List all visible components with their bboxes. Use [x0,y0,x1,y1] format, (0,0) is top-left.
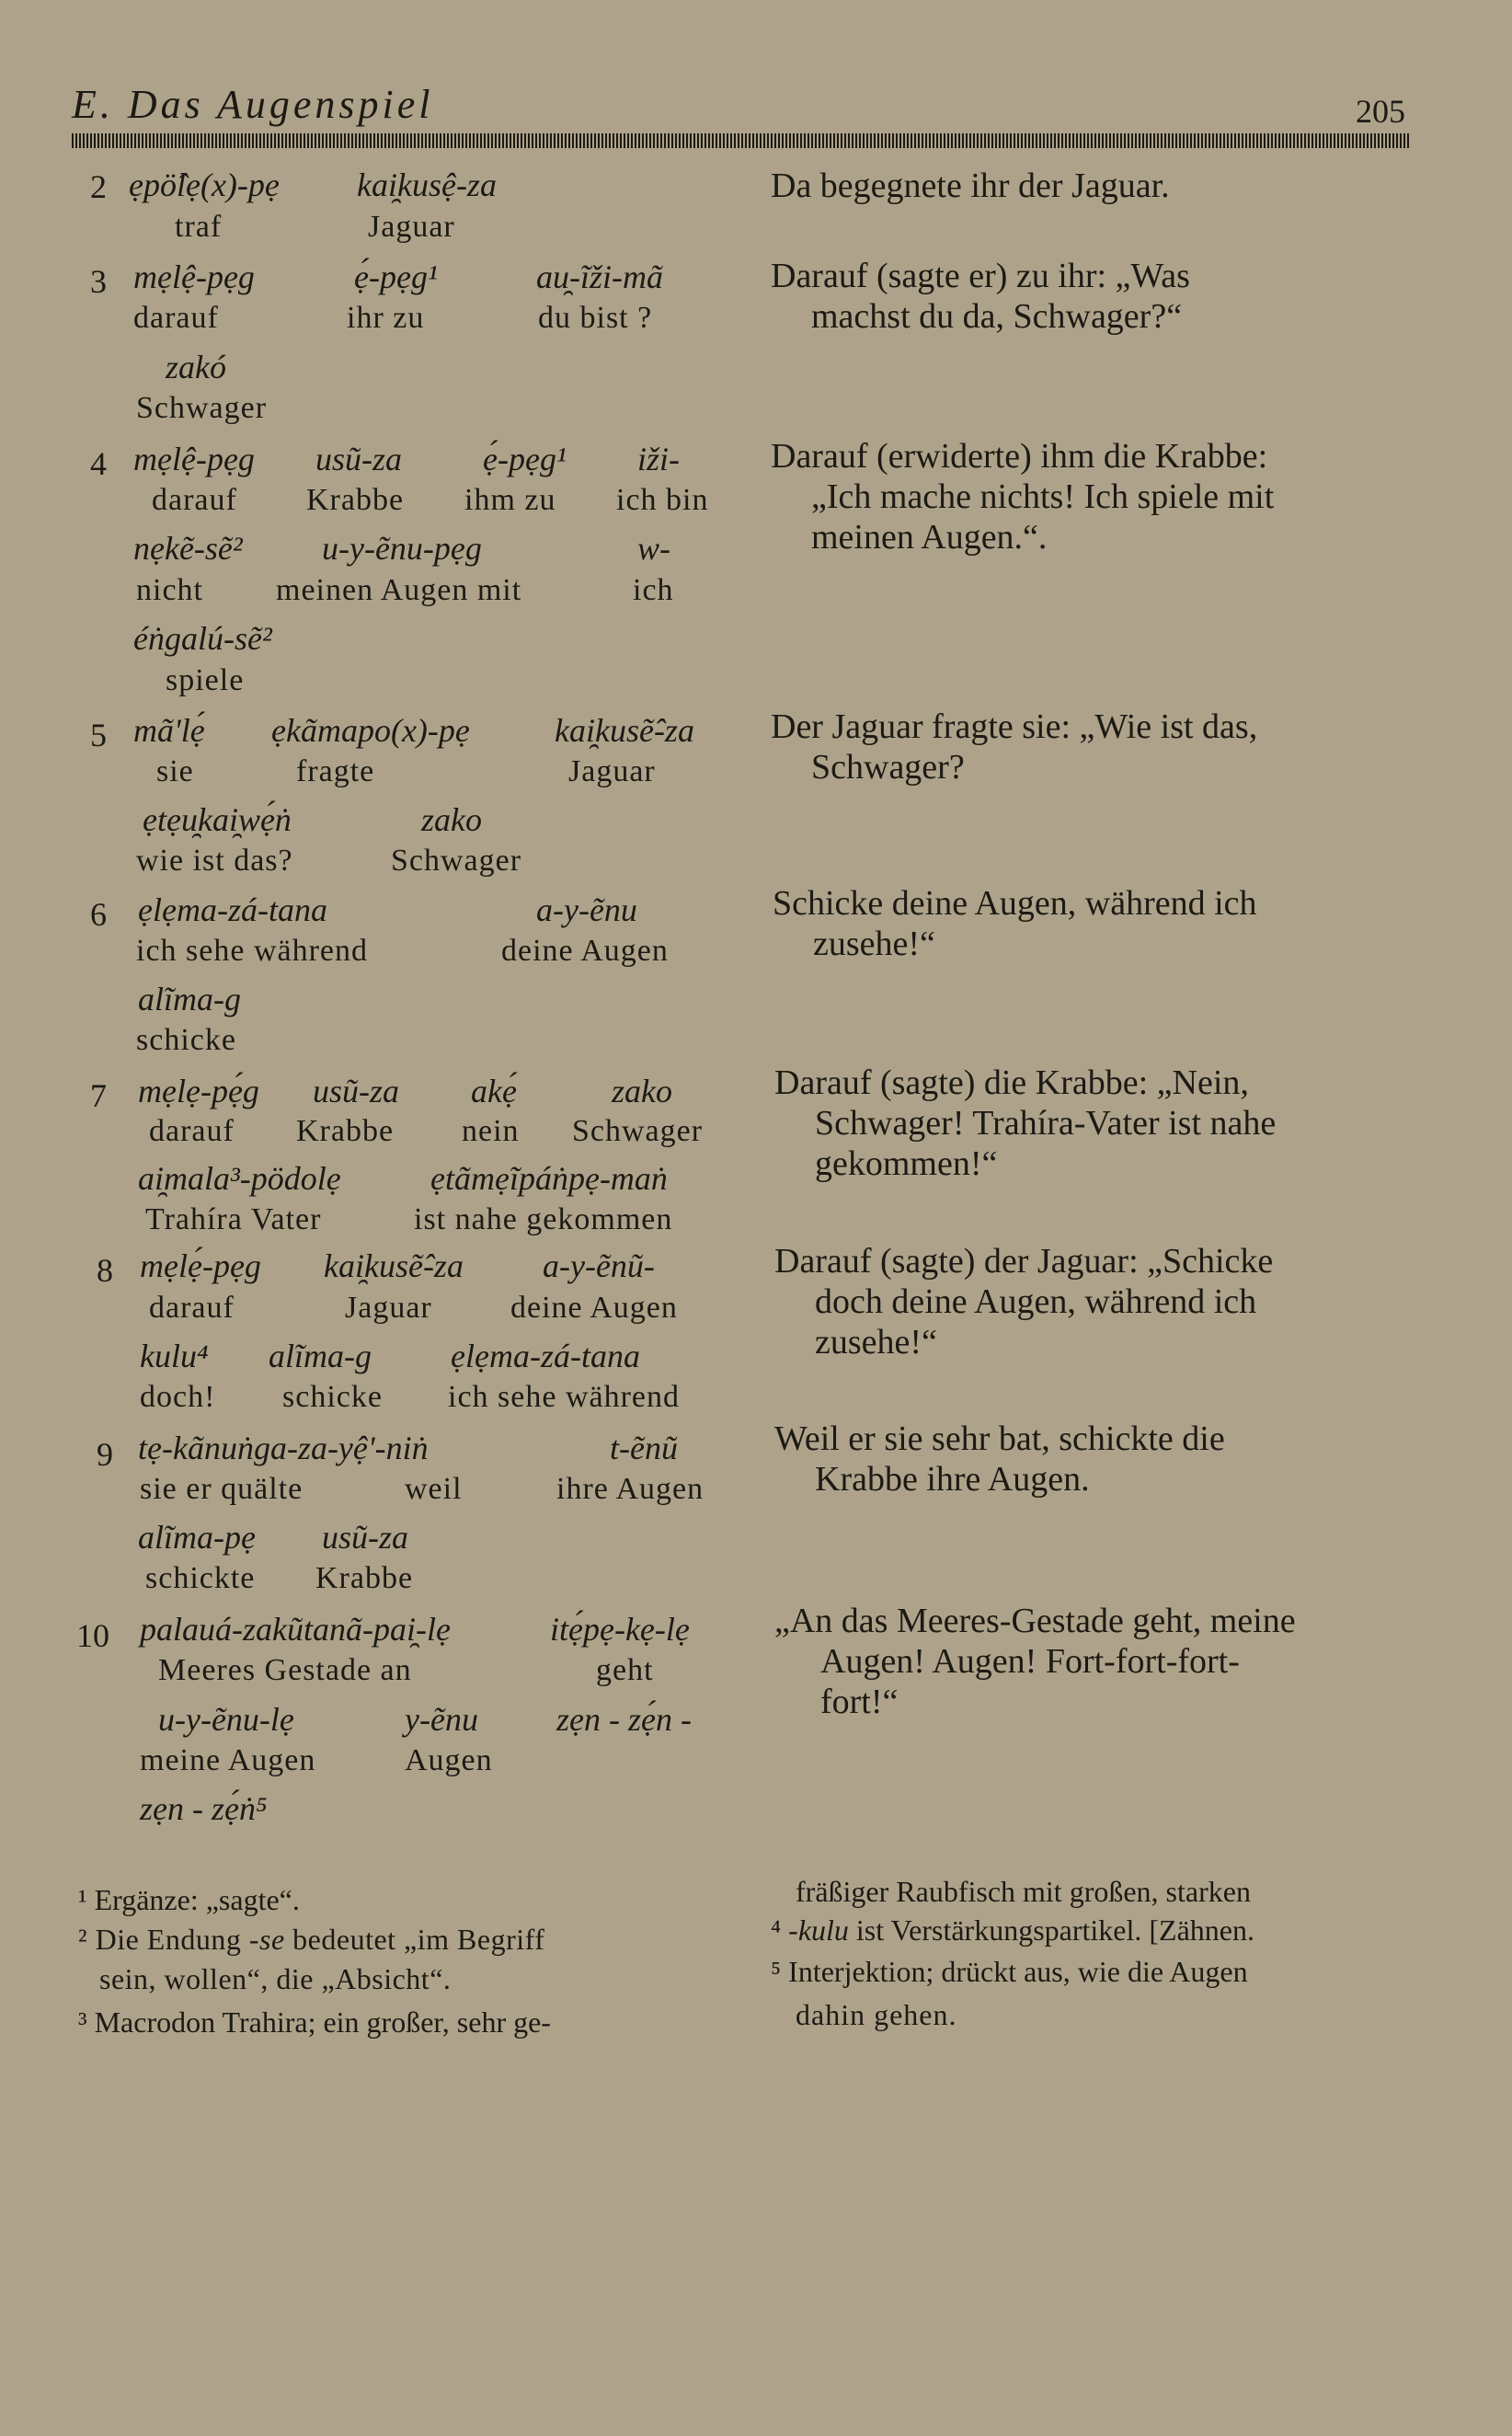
gloss-word: darauf [149,1114,235,1148]
gloss-word: geht [596,1653,654,1687]
line-number: 2 [90,168,107,205]
gloss-word: ihre Augen [556,1472,704,1506]
german-translation: Augen! Augen! Fort-fort-fort- [820,1642,1240,1681]
gloss-word: nicht [136,573,203,607]
gloss-word: schicke [282,1380,383,1414]
gloss-word: ihm zu [464,483,556,517]
footnote-4: ⁴ -kulu ist Verstärkungspartikel. [Zähnen. [771,1913,1254,1947]
line-number: 6 [90,896,107,933]
gloss-word: Jaguar [368,210,455,244]
native-word: au̯-ĩži-mã [536,259,663,295]
native-word: ẹkãmapo(x)-pẹ [271,712,470,749]
german-translation: „An das Meeres-Gestade geht, meine [774,1602,1296,1640]
gloss-word: wie ist das? [136,844,293,878]
german-translation: meinen Augen.“. [811,518,1048,557]
german-translation: Da begegnete ihr der Jaguar. [771,167,1170,205]
gloss-word: Krabbe [296,1114,395,1148]
gloss-word: meine Augen [140,1743,316,1777]
german-translation: Krabbe ihre Augen. [815,1460,1090,1499]
gloss-word: sie [156,754,194,788]
gloss-word: ich sehe während [448,1380,681,1414]
line-number: 10 [76,1617,109,1654]
german-translation: Schwager? [811,748,965,787]
footnote-5-cont: dahin gehen. [796,1998,957,2031]
line-number: 8 [97,1252,113,1289]
german-translation: machst du da, Schwager?“ [811,297,1183,336]
native-word: kai̯kusẽ̂-za [324,1247,464,1284]
native-word: u-y-ẽnu-lẹ [158,1701,294,1738]
native-word: y-ẽnu [405,1701,478,1738]
header-rule [72,133,1411,148]
native-word: éṅgalú-sẽ² [133,620,272,657]
native-word: zakó [166,349,226,385]
german-translation: doch deine Augen, während ich [815,1282,1257,1321]
footnote-1: ¹ Ergänze: „sagte“. [78,1883,300,1916]
gloss-word: schicke [136,1023,236,1057]
native-word: mã'lẹ́ [133,712,205,749]
gloss-word: doch! [140,1380,216,1414]
native-word: alĩma-g [138,981,241,1017]
gloss-word: sie er quälte [140,1472,304,1506]
gloss-word: Jaguar [568,754,656,788]
german-translation: Schwager! Trahíra-Vater ist nahe [815,1104,1277,1143]
gloss-word: Krabbe [315,1561,414,1595]
native-word: iži- [637,441,681,477]
native-word: itẹ́pẹ-kẹ-lẹ [550,1611,690,1648]
german-translation: Darauf (erwiderte) ihm die Krabbe: [771,437,1268,476]
gloss-word: spiele [166,663,245,697]
native-word: zẹn - zẹ́ṅ⁵ [140,1790,268,1827]
footnote-5: ⁵ Interjektion; drückt aus, wie die Augen [771,1955,1248,1988]
german-translation: Weil er sie sehr bat, schickte die [774,1419,1225,1458]
line-number: 9 [97,1436,113,1473]
native-word: zẹn - zẹ́n - [556,1701,692,1738]
native-word: mẹlẹ-pẹ́g [138,1073,259,1109]
gloss-word: weil [405,1472,463,1506]
native-word: mẹlệ-pẹg [133,441,255,477]
native-word: alĩma-pẹ [138,1519,256,1556]
page-number: 205 [1356,93,1405,130]
native-word: t-ẽnũ [610,1430,678,1466]
gloss-word: darauf [133,301,219,335]
gloss-word: Schwager [572,1114,704,1148]
german-translation: Darauf (sagte) die Krabbe: „Nein, [774,1063,1249,1102]
gloss-word: ich sehe während [136,934,369,968]
gloss-word: ihr zu [347,301,425,335]
native-word: nẹkẽ-sẽ² [133,530,243,567]
native-word: kai̯kusệ-za [357,167,497,203]
gloss-word: darauf [152,483,237,517]
gloss-word: deine Augen [501,934,669,968]
gloss-word: Krabbe [306,483,405,517]
native-word: zako [612,1073,672,1109]
native-word: usũ-za [315,441,403,477]
native-word: mẹlệ-pẹg [133,259,255,295]
gloss-word: Meeres Gestade an [158,1653,412,1687]
gloss-word: darauf [149,1291,235,1325]
native-word: zako [421,801,482,838]
native-word: kai̯kusẽ̂-za [555,712,694,749]
native-word: ẹtãmẹĩpáṅpẹ-maṅ [430,1160,668,1197]
native-word: mẹlẹ́-pẹg [140,1247,261,1284]
gloss-word: traf [175,210,223,244]
native-word: ẹtẹu̯kai̯wẹ́ṅ [143,801,292,838]
native-word: u-y-ẽnu-pẹg [322,530,482,567]
gloss-word: du bist ? [538,301,653,335]
gloss-word: fragte [296,754,375,788]
native-word: ẹpö̂lẹ(x)-pẹ [129,167,280,203]
chapter-title: E. Das Augenspiel [72,82,434,127]
footnote-3: ³ Macrodon Trahira; ein großer, sehr ge- [78,2005,551,2039]
gloss-word: ich bin [616,483,709,517]
footnote-2: ² Die Endung -se bedeutet „im Begriff [78,1923,545,1956]
gloss-word: Augen [405,1743,493,1777]
native-word: kulu⁴ [140,1338,209,1374]
german-translation: „Ich mache nichts! Ich spiele mit [811,477,1275,516]
native-word: a-y-ẽnu [536,891,637,928]
german-translation: zusehe!“ [815,1323,937,1362]
line-number: 5 [90,717,107,753]
gloss-word: Schwager [136,391,268,425]
line-number: 4 [90,445,107,482]
native-word: alĩma-g [269,1338,372,1374]
native-word: usũ-za [322,1519,409,1556]
native-word: palauá-zakũtanã-pai̯-lẹ [140,1611,451,1648]
native-word: ẹlẹma-zá-tana [138,891,327,928]
native-word: akẹ́ [471,1073,517,1109]
line-number: 7 [90,1077,107,1114]
gloss-word: schickte [145,1561,256,1595]
german-translation: fort!“ [820,1683,899,1721]
footnote-2-cont: sein, wollen“, die „Absicht“. [99,1962,452,1995]
native-word: ai̯mala³-pödolẹ [138,1160,341,1197]
native-word: w- [637,530,670,567]
native-word: tẹ-kãnuṅga-za-yệ'-niṅ [138,1430,429,1466]
line-number: 3 [90,263,107,300]
gloss-word: ich [633,573,674,607]
gloss-word: Trahíra Vater [145,1202,322,1236]
native-word: ẹ́-pẹg¹ [354,259,438,295]
native-word: usũ-za [313,1073,400,1109]
german-translation: Der Jaguar fragte sie: „Wie ist das, [771,707,1258,746]
native-word: a-y-ẽnũ- [543,1247,655,1284]
german-translation: Schicke deine Augen, während ich [773,884,1257,923]
german-translation: Darauf (sagte er) zu ihr: „Was [771,257,1190,295]
native-word: ẹlẹma-zá-tana [451,1338,640,1374]
gloss-word: ist nahe gekommen [414,1202,673,1236]
german-translation: Darauf (sagte) der Jaguar: „Schicke [774,1242,1274,1281]
german-translation: zusehe!“ [813,925,935,963]
gloss-word: deine Augen [510,1291,678,1325]
gloss-word: nein [462,1114,520,1148]
footnote-3-cont: fräßiger Raubfisch mit großen, starken [796,1875,1251,1908]
native-word: ẹ́-pẹg¹ [483,441,567,477]
gloss-word: Schwager [391,844,522,878]
german-translation: gekommen!“ [815,1144,998,1183]
gloss-word: Jaguar [345,1291,432,1325]
gloss-word: meinen Augen mit [276,573,522,607]
